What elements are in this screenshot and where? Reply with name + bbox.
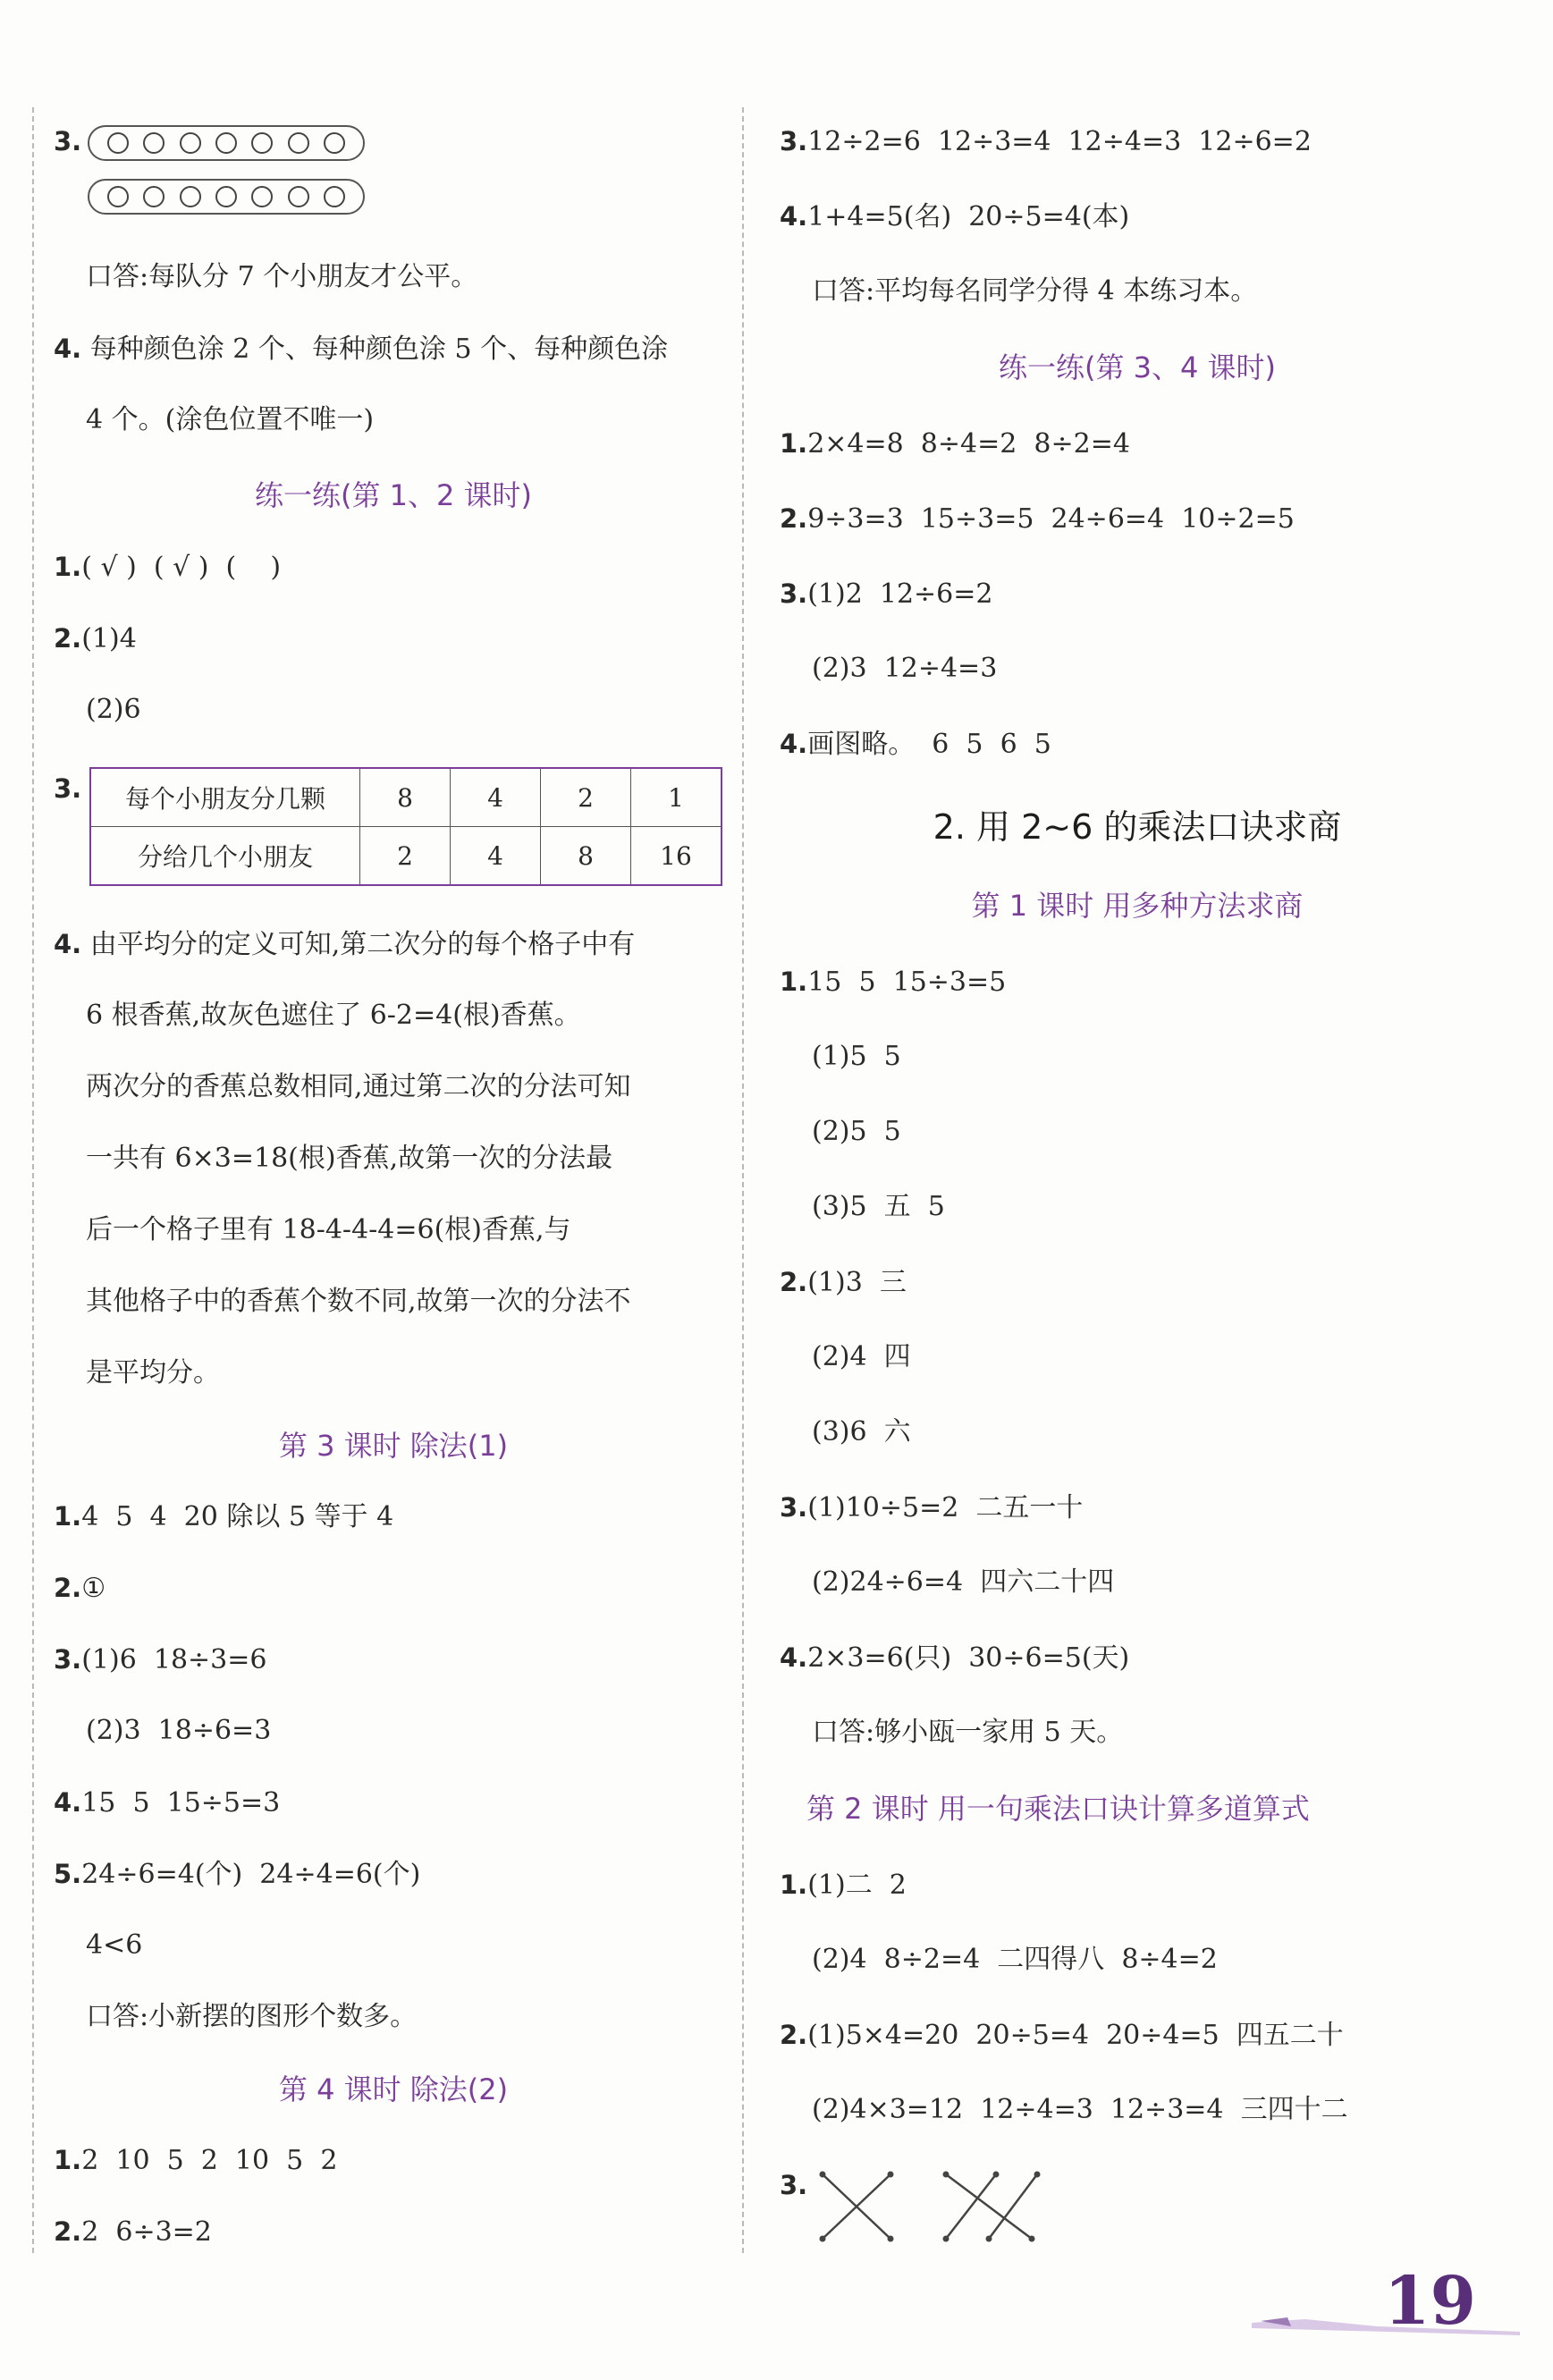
bead bbox=[180, 186, 201, 207]
answer-text: 24÷6=4(个) 24÷4=6(个) bbox=[81, 1859, 421, 1890]
answer-line bbox=[780, 501, 1295, 537]
answer-line bbox=[54, 2214, 212, 2250]
distribution-table bbox=[89, 767, 722, 886]
table-cell: 16 bbox=[631, 827, 722, 886]
match-dot bbox=[993, 2172, 1000, 2178]
question-number: 4. bbox=[780, 201, 808, 232]
answer-text: (2)6 bbox=[86, 694, 141, 725]
question-number: 4. bbox=[780, 1642, 808, 1673]
section-heading: 练一练(第 1、2 课时) bbox=[254, 478, 533, 512]
table-cell: 4 bbox=[451, 827, 541, 886]
question-number: 1. bbox=[54, 552, 82, 582]
question-number: 3. bbox=[54, 1644, 82, 1675]
answer-text: (1)5×4=20 20÷5=4 20÷4=5 四五二十 bbox=[807, 2020, 1344, 2051]
answer-text: 6 根香蕉,故灰色遮住了 6-2=4(根)香蕉。 bbox=[86, 1000, 581, 1031]
bead bbox=[251, 132, 273, 154]
answer-text: 一共有 6×3=18(根)香蕉,故第一次的分法最 bbox=[86, 1143, 613, 1174]
question-number: 1. bbox=[780, 428, 808, 459]
answer-text: 两次分的香蕉总数相同,通过第二次的分法可知 bbox=[86, 1071, 631, 1102]
answer-line bbox=[54, 1570, 106, 1607]
bead bbox=[107, 132, 129, 154]
section-heading: 练一练(第 3、4 课时) bbox=[998, 350, 1277, 384]
match-dot bbox=[820, 2236, 826, 2242]
question-number: 4. bbox=[780, 729, 808, 759]
match-dot bbox=[986, 2236, 992, 2242]
question-number: 4. bbox=[54, 929, 82, 959]
answer-text: (2)4 四 bbox=[812, 1341, 911, 1372]
answer-text: (1)2 12÷6=2 bbox=[807, 578, 993, 610]
question-number: 2. bbox=[54, 623, 82, 654]
answer-text: 每种颜色涂 2 个、每种颜色涂 5 个、每种颜色涂 bbox=[89, 333, 669, 365]
match-dot bbox=[888, 2236, 894, 2242]
answer-text: 画图略。 6 5 6 5 bbox=[807, 729, 1051, 760]
question-number: 2. bbox=[54, 1573, 82, 1603]
table-header-cell: 分给几个小朋友 bbox=[90, 827, 360, 886]
answer-text: (2)4×3=12 12÷4=3 12÷3=4 三四十二 bbox=[812, 2094, 1348, 2125]
left-column-divider bbox=[32, 107, 34, 2253]
answer-text: (2)4 8÷2=4 二四得八 8÷4=2 bbox=[812, 1944, 1218, 1975]
answer-line bbox=[54, 549, 281, 586]
question-number: 2. bbox=[54, 2216, 82, 2247]
question-number: 2. bbox=[780, 2020, 808, 2050]
answer-text: 4<6 bbox=[86, 1929, 143, 1961]
answer-text: (1)4 bbox=[81, 623, 137, 654]
matching-lines-diagram bbox=[805, 2167, 1073, 2248]
bead-row-1 bbox=[88, 125, 365, 161]
bead bbox=[288, 132, 309, 154]
page-number: 19 bbox=[1384, 2263, 1476, 2340]
question-number: 3. bbox=[780, 126, 808, 156]
question-number: 3. bbox=[780, 578, 808, 609]
table-cell: 8 bbox=[541, 827, 631, 886]
answer-line bbox=[780, 726, 1051, 763]
answer-text: (1)6 18÷3=6 bbox=[81, 1644, 267, 1675]
answer-text: (1)3 三 bbox=[807, 1267, 907, 1298]
answer-text: 口答:每队分 7 个小朋友才公平。 bbox=[86, 261, 478, 292]
answer-line bbox=[54, 1856, 420, 1893]
answer-line: 4. 每种颜色涂 2 个、每种颜色涂 5 个、每种颜色涂 bbox=[54, 333, 669, 365]
answer-line bbox=[54, 926, 635, 963]
section-heading: 第 2 课时 用一句乘法口诀计算多道算式 bbox=[806, 1792, 1310, 1826]
table-header-cell: 每个小朋友分几颗 bbox=[90, 768, 360, 827]
answer-text: 由平均分的定义可知,第二次分的每个格子中有 bbox=[89, 929, 636, 960]
answer-text: (3)5 五 5 bbox=[812, 1191, 945, 1222]
question-number: 1. bbox=[54, 1501, 82, 1532]
answer-text: ( √ ) ( √ ) ( ) bbox=[81, 552, 282, 583]
answer-text: 2×4=8 8÷4=2 8÷2=4 bbox=[807, 428, 1130, 460]
answer-line bbox=[54, 1642, 266, 1678]
answer-line bbox=[780, 1867, 907, 1903]
table-cell: 8 bbox=[360, 768, 451, 827]
answer-text: 2 6÷3=2 bbox=[81, 2216, 212, 2248]
section-heading: 第 4 课时 除法(2) bbox=[278, 2072, 509, 2106]
answer-text: 4 个。(涂色位置不唯一) bbox=[86, 404, 375, 435]
answer-text: 后一个格子里有 18-4-4-4=6(根)香蕉,与 bbox=[86, 1214, 571, 1245]
bead bbox=[107, 186, 129, 207]
table-cell: 4 bbox=[451, 768, 541, 827]
answer-line bbox=[780, 2017, 1344, 2054]
answer-line bbox=[780, 426, 1130, 462]
bead bbox=[180, 132, 201, 154]
answer-text: (1)5 5 bbox=[812, 1041, 901, 1072]
answer-text: 1+4=5(名) 20÷5=4(本) bbox=[807, 201, 1130, 232]
match-dot bbox=[888, 2172, 894, 2178]
bead bbox=[288, 186, 309, 207]
bead bbox=[215, 186, 237, 207]
table-row bbox=[90, 768, 722, 827]
bead-row-2 bbox=[88, 179, 365, 215]
bead bbox=[324, 186, 345, 207]
match-dot bbox=[943, 2172, 950, 2178]
question-number: 3. bbox=[54, 126, 82, 156]
question-number: 1. bbox=[780, 966, 808, 997]
answer-text: 口答:平均每名同学分得 4 本练习本。 bbox=[812, 275, 1258, 307]
answer-text: 4 5 4 20 除以 5 等于 4 bbox=[81, 1501, 394, 1532]
table-row bbox=[90, 827, 722, 886]
answer-text: 其他格子中的香蕉个数不同,故第一次的分法不 bbox=[86, 1286, 631, 1317]
answer-text: 是平均分。 bbox=[86, 1357, 220, 1388]
answer-text: 2 10 5 2 10 5 2 bbox=[81, 2145, 338, 2176]
chapter-section-title: 2. 用 2~6 的乘法口诀求商 bbox=[933, 807, 1342, 847]
question-number: 3. bbox=[780, 1492, 808, 1523]
answer-line bbox=[780, 576, 992, 612]
answer-line bbox=[780, 1640, 1129, 1676]
question-number: 3. bbox=[780, 2170, 808, 2200]
bead bbox=[251, 186, 273, 207]
answer-line bbox=[780, 1264, 907, 1301]
question-number: 1. bbox=[54, 2145, 82, 2175]
question-number: 5. bbox=[54, 1859, 82, 1889]
answer-text: (3)6 六 bbox=[812, 1416, 911, 1447]
question-number: 4. bbox=[54, 1787, 82, 1818]
table-cell: 2 bbox=[360, 827, 451, 886]
answer-text: ① bbox=[81, 1573, 106, 1604]
answer-line bbox=[54, 1498, 393, 1535]
answer-line bbox=[54, 620, 137, 657]
answer-text: 15 5 15÷5=3 bbox=[81, 1787, 281, 1819]
answer-text: (1)二 2 bbox=[807, 1869, 907, 1901]
question-number: 2. bbox=[780, 1267, 808, 1297]
section-heading: 第 3 课时 除法(1) bbox=[278, 1429, 509, 1463]
question-number: 1. bbox=[780, 1869, 808, 1900]
bead bbox=[143, 132, 165, 154]
answer-text: (2)24÷6=4 四六二十四 bbox=[812, 1566, 1115, 1598]
answer-line bbox=[54, 2142, 337, 2179]
answer-line bbox=[780, 964, 1006, 1000]
answer-text: (2)3 18÷6=3 bbox=[86, 1715, 272, 1746]
answer-line bbox=[780, 123, 1312, 160]
section-heading: 第 1 课时 用多种方法求商 bbox=[971, 889, 1304, 923]
answer-line bbox=[54, 1785, 280, 1821]
answer-text: 9÷3=3 15÷3=5 24÷6=4 10÷2=5 bbox=[807, 503, 1295, 535]
bead bbox=[215, 132, 237, 154]
answer-text: 口答:够小瓯一家用 5 天。 bbox=[812, 1717, 1124, 1748]
answer-line bbox=[780, 198, 1129, 235]
answer-text: 15 5 15÷3=5 bbox=[807, 966, 1007, 998]
table-cell: 1 bbox=[631, 768, 722, 827]
answer-text: 12÷2=6 12÷3=4 12÷4=3 12÷6=2 bbox=[807, 126, 1312, 157]
answer-line bbox=[780, 1490, 1083, 1526]
answer-text: 2×3=6(只) 30÷6=5(天) bbox=[807, 1642, 1130, 1674]
bead bbox=[324, 132, 345, 154]
question-number: 2. bbox=[780, 503, 808, 534]
center-column-divider bbox=[742, 107, 744, 2253]
match-line bbox=[989, 2174, 1037, 2239]
question-number: 3. bbox=[54, 773, 82, 804]
answer-text: 口答:小新摆的图形个数多。 bbox=[86, 2001, 418, 2032]
bead bbox=[143, 186, 165, 207]
match-dot bbox=[1034, 2172, 1041, 2178]
table-cell: 2 bbox=[541, 768, 631, 827]
answer-text: (2)5 5 bbox=[812, 1116, 901, 1147]
match-dot bbox=[943, 2236, 950, 2242]
match-dot bbox=[1029, 2236, 1035, 2242]
answer-text: (1)10÷5=2 二五一十 bbox=[807, 1492, 1084, 1523]
answer-text: (2)3 12÷4=3 bbox=[812, 653, 998, 684]
match-dot bbox=[820, 2172, 826, 2178]
